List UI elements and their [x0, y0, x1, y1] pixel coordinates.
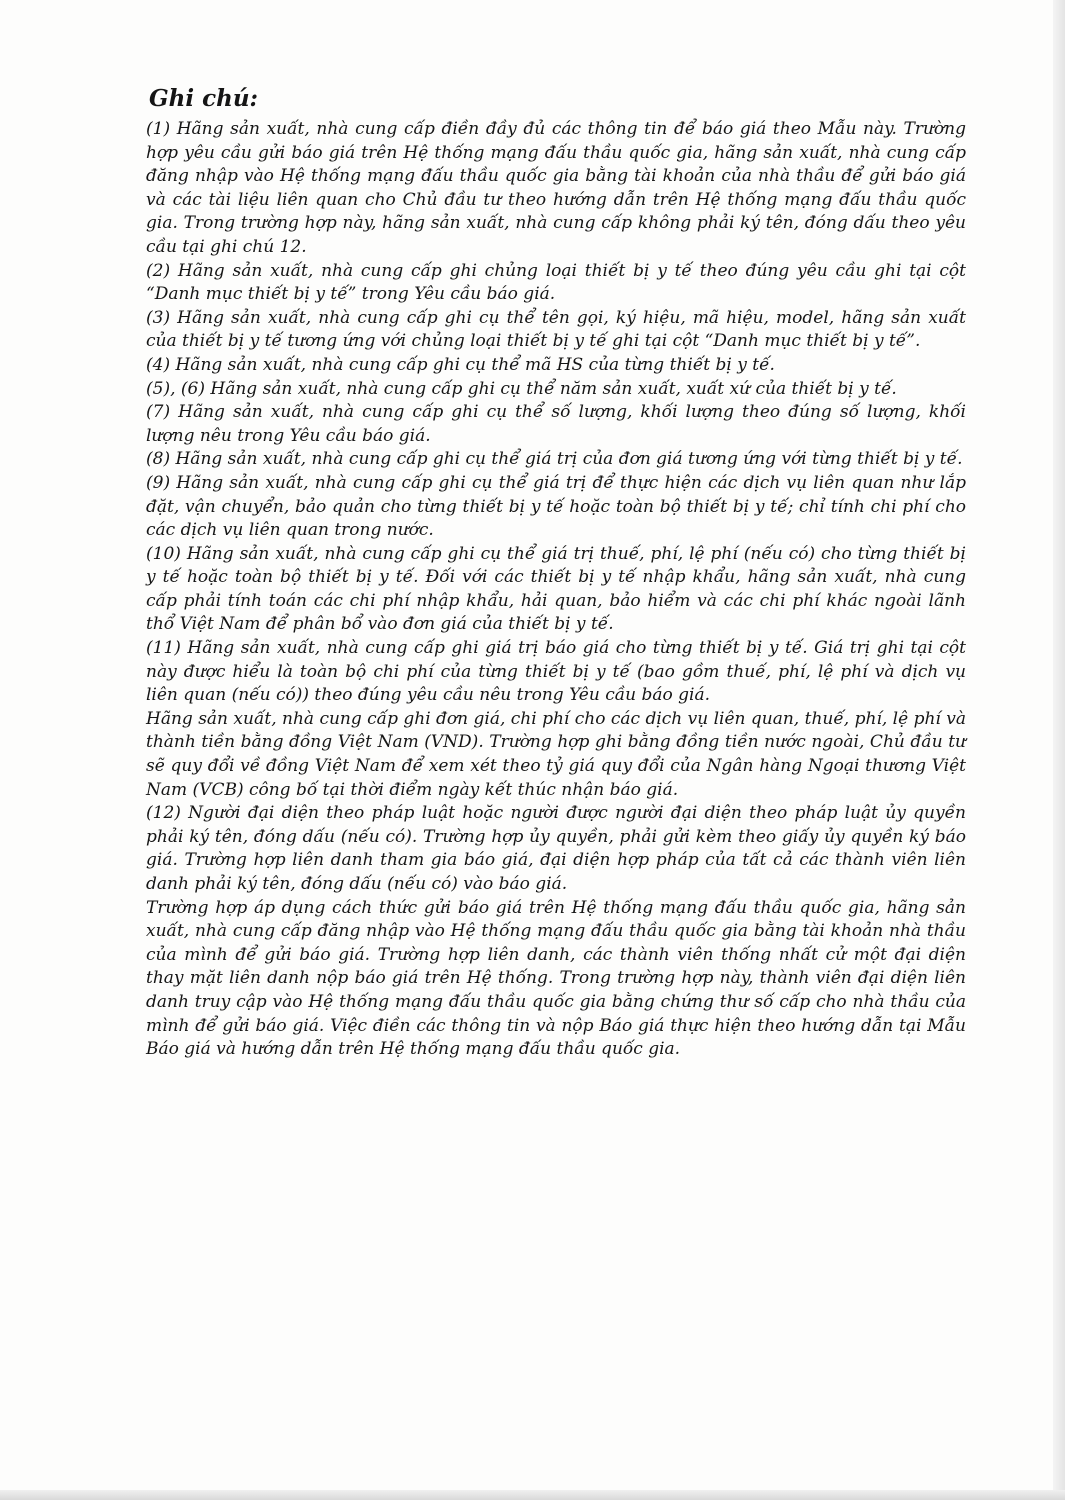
note-3: (3) Hãng sản xuất, nhà cung cấp ghi cụ thể tên gọi, ký hiệu, mã hiệu, model, hãng sản xuất của thiết bị y tế tương ứng với chủng loại thiết bị y tế ghi tại cột “Danh mục thiết bị y tế”. [146, 307, 966, 352]
note-7: (7) Hãng sản xuất, nhà cung cấp ghi cụ thể số lượng, khối lượng theo đúng số lượng, khối lượng nêu trong Yêu cầu báo giá. [146, 402, 966, 446]
note-9: (9) Hãng sản xuất, nhà cung cấp ghi cụ thể giá trị để thực hiện các dịch vụ liên quan như lắp đặt, vận chuyển, bảo quản cho từng thiết bị y tế hoặc toàn bộ thiết bị y tế; chỉ tính chi phí cho các dịch vụ liên quan trong nước. [146, 472, 966, 541]
page-edge-bottom [0, 1490, 1065, 1500]
note-2: (2) Hãng sản xuất, nhà cung cấp ghi chủng loại thiết bị y tế theo đúng yêu cầu ghi tại cột “Danh mục thiết bị y tế” trong Yêu cầu báo giá. [146, 260, 966, 305]
note-4: (4) Hãng sản xuất, nhà cung cấp ghi cụ thể mã HS của từng thiết bị y tế. [146, 354, 775, 375]
note-10: (10) Hãng sản xuất, nhà cung cấp ghi cụ thể giá trị thuế, phí, lệ phí (nếu có) cho từng thiết bị y tế hoặc toàn bộ thiết bị y tế. Đối với các thiết bị y tế nhập khẩu, hãng sản xuất, nhà cung cấp phải tính toán các chi phí nhập khẩu, hải quan, bảo hiểm và các chi phí khác ngoài lãnh thổ Việt Nam để phân bổ vào đơn giá của thiết bị y tế. [146, 543, 966, 635]
note-12-online-submission: Trường hợp áp dụng cách thức gửi báo giá trên Hệ thống mạng đấu thầu quốc gia, hãng sản xuất, nhà cung cấp đăng nhập vào Hệ thống mạng đấu thầu quốc gia bằng tài khoản nhà thầu của mình để gửi báo giá. Trường hợp liên danh, các thành viên thống nhất cử một đại diện thay mặt liên danh nộp báo giá trên Hệ thống. Trong trường hợp này, thành viên đại diện liên danh truy cập vào Hệ thống mạng đấu thầu quốc gia bằng chứng thư số cấp cho nhà thầu của mình để gửi báo giá. Việc điền các thông tin và nộp Báo giá thực hiện theo hướng dẫn tại Mẫu Báo giá và hướng dẫn trên Hệ thống mạng đấu thầu quốc gia. [146, 897, 966, 1060]
page-edge-right [1053, 0, 1065, 1500]
note-1: (1) Hãng sản xuất, nhà cung cấp điền đầy đủ các thông tin để báo giá theo Mẫu này. Trường hợp yêu cầu gửi báo giá trên Hệ thống mạng đấu thầu quốc gia, hãng sản xuất, nhà cung cấp đăng nhập vào Hệ thống mạng đấu thầu quốc gia bằng tài khoản của nhà thầu để gửi báo giá và các tài liệu liên quan cho Chủ đầu tư theo hướng dẫn trên Hệ thống mạng đấu thầu quốc gia. Trong trường hợp này, hãng sản xuất, nhà cung cấp không phải ký tên, đóng dấu theo yêu cầu tại ghi chú 12. [146, 119, 966, 257]
note-8: (8) Hãng sản xuất, nhà cung cấp ghi cụ thể giá trị của đơn giá tương ứng với từng thiết bị y tế. [146, 449, 963, 470]
note-12: (12) Người đại diện theo pháp luật hoặc người được người đại diện theo pháp luật ủy quyền phải ký tên, đóng dấu (nếu có). Trường hợp ủy quyền, phải gửi kèm theo giấy ủy quyền ký báo giá. Trường hợp liên danh tham gia báo giá, đại diện hợp pháp của tất cả các thành viên liên danh phải ký tên, đóng dấu (nếu có) vào báo giá. [146, 803, 966, 894]
notes-section [146, 84, 966, 1062]
notes-heading: Ghi chú: [149, 85, 259, 112]
note-11-currency: Hãng sản xuất, nhà cung cấp ghi đơn giá, chi phí cho các dịch vụ liên quan, thuế, phí, lệ phí và thành tiền bằng đồng Việt Nam (VND). Trường hợp ghi bằng đồng tiền nước ngoài, Chủ đầu tư sẽ quy đổi về đồng Việt Nam để xem xét theo tỷ giá quy đổi của Ngân hàng Ngoại thương Việt Nam (VCB) công bố tại thời điểm ngày kết thúc nhận báo giá. [146, 708, 966, 800]
note-11: (11) Hãng sản xuất, nhà cung cấp ghi giá trị báo giá cho từng thiết bị y tế. Giá trị ghi tại cột này được hiểu là toàn bộ chi phí của từng thiết bị y tế (bao gồm thuế, phí, lệ phí và dịch vụ liên quan (nếu có)) theo đúng yêu cầu nêu trong Yêu cầu báo giá. [146, 638, 966, 706]
note-5-6: (5), (6) Hãng sản xuất, nhà cung cấp ghi cụ thể năm sản xuất, xuất xứ của thiết bị y tế. [146, 378, 897, 399]
